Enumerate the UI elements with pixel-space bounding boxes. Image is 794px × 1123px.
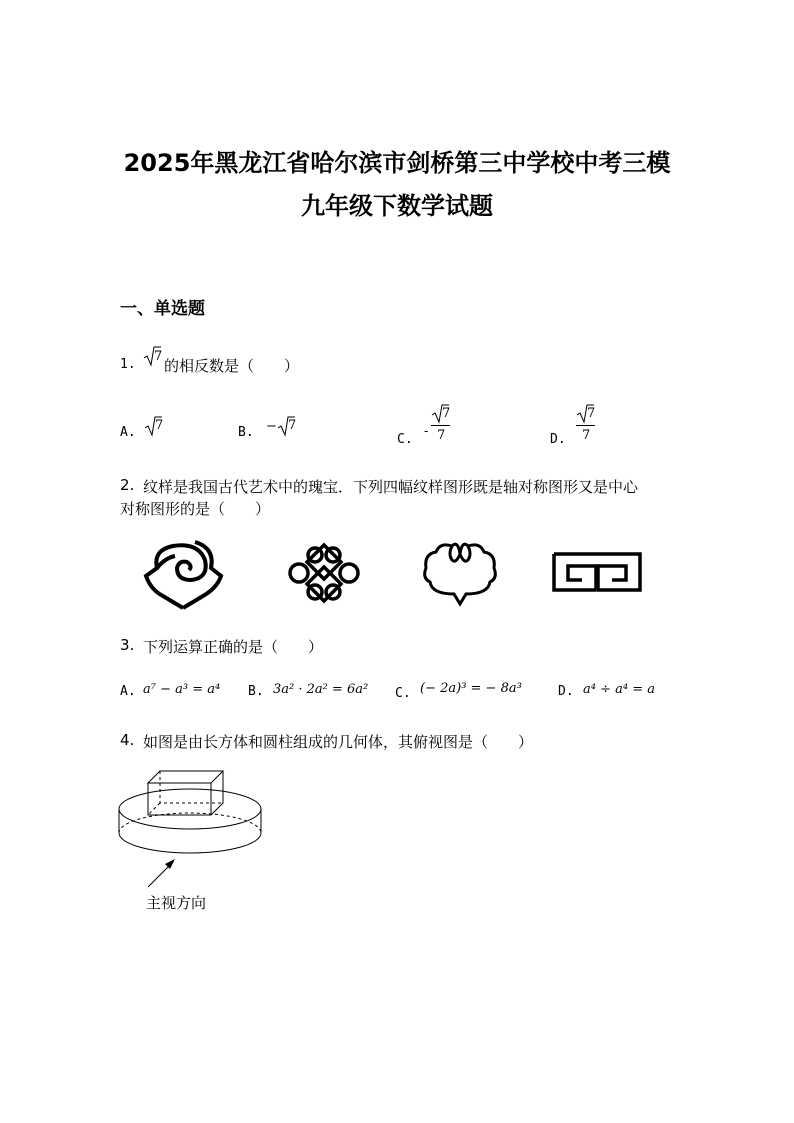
option-b-label: B.: [238, 425, 254, 440]
option-a-expr: a⁷ − a³ = a⁴: [143, 682, 221, 697]
question-number: 3.: [120, 636, 135, 654]
section-heading: 一、单选题: [120, 299, 205, 319]
chinese-knot-icon: [285, 543, 363, 605]
geometry-figure: [115, 765, 265, 895]
option-b-label: B.: [248, 684, 264, 699]
option-a-label: A.: [120, 425, 136, 440]
question-number: 4.: [120, 731, 135, 749]
option-c-expr: (− 2a)³ = − 8a³: [420, 681, 522, 696]
option-b-expr: 3a² · 2a² = 6a²: [273, 682, 369, 697]
option-c-label: C.: [395, 686, 411, 701]
figure-caption: 主视方向: [146, 894, 207, 912]
option-a-radicand: 7: [155, 418, 164, 433]
q3-stem: 下列运算正确的是（ ）: [143, 638, 324, 656]
option-c-numerator: 7: [442, 406, 451, 421]
cloud-swirl-icon: [143, 538, 223, 610]
question-number: 1.: [120, 357, 136, 372]
option-d-denominator: 7: [582, 428, 591, 443]
q4-stem: 如图是由长方体和圆柱组成的几何体，其俯视图是（ ）: [143, 733, 534, 751]
option-c-sign: -: [424, 424, 429, 439]
question-number: 2.: [120, 476, 135, 494]
q1-stem: 的相反数是（ ）: [164, 357, 300, 375]
ruyi-cloud-icon: [422, 540, 498, 606]
option-d-label: D.: [550, 432, 566, 447]
option-b-sign: −: [266, 419, 277, 434]
option-d-expr: a⁴ ÷ a⁴ = a: [583, 682, 655, 697]
fraction-bar: [431, 425, 450, 426]
q2-stem-line1: 纹样是我国古代艺术中的瑰宝．下列四幅纹样图形既是轴对称图形又是中心: [143, 478, 639, 496]
option-b-radicand: 7: [288, 418, 297, 433]
page-title: 2025年黑龙江省哈尔滨市剑桥第三中学校中考三模: [123, 149, 671, 177]
option-c-denominator: 7: [437, 428, 446, 443]
fraction-bar: [576, 425, 595, 426]
option-a-label: A.: [120, 684, 136, 699]
q2-stem-line2: 对称图形的是（ ）: [120, 500, 271, 518]
meander-pattern-icon: [552, 552, 642, 592]
q1-radicand: 7: [154, 349, 163, 364]
option-d-numerator: 7: [587, 406, 596, 421]
page-subtitle: 九年级下数学试题: [301, 192, 493, 220]
option-d-label: D.: [558, 684, 574, 699]
option-c-label: C.: [397, 432, 413, 447]
